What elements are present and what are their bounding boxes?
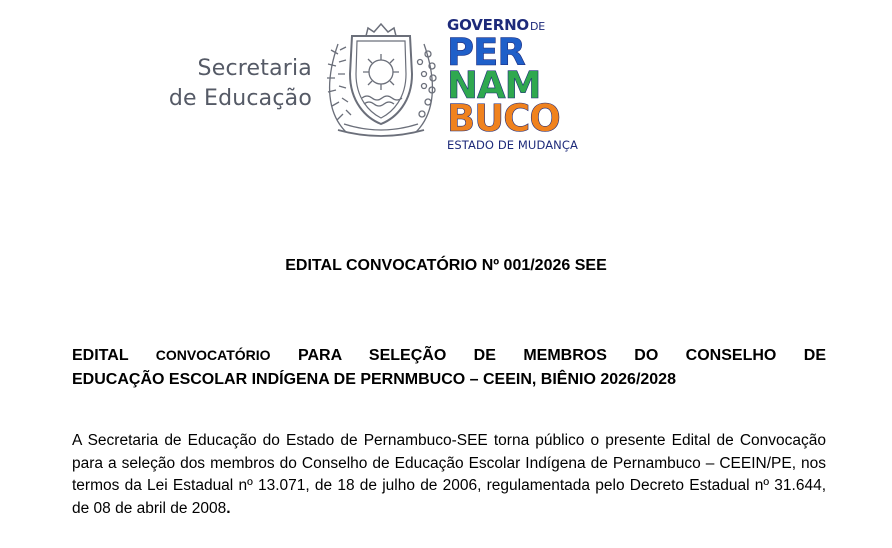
governo-label: GOVERNODE [447,16,546,34]
pernambuco-coat-of-arms-icon [316,14,446,142]
estado-de-mudanca-label: ESTADO DE MUDANÇA [447,138,578,152]
buco-line: BUCO [447,97,560,140]
nam-line: NAM [447,64,541,107]
edital-intro-paragraph: A Secretaria de Educação do Estado de Pernambuco-SEE torna público o presente Edital de Convocação para a seleção dos membros do Conselho de Educação Escolar Indígena de Pernambuco – CEEIN/PE, nos termos da Lei Estadual nº 13.071, de 18 de julho de 2006, regulamentada pelo Decreto Estadual nº 31.644, de 08 de abril de 2008. [72,432,826,517]
per-line: PER [447,31,525,74]
edital-title-line2: EDUCAÇÃO ESCOLAR INDÍGENA DE PERNMBUCO – CEEIN, BIÊNIO 2026/2028 [72,371,676,388]
document-header [0,0,892,160]
edital-title [72,343,826,392]
edital-title-line1: EDITAL CONVOCATÓRIO PARA SELEÇÃO DE MEMBROS DO CONSELHO DE [72,347,826,364]
governo-pernambuco-logo [447,16,617,152]
secretaria-line1: Secretaria [197,56,312,81]
secretaria-logo-text [169,54,312,114]
edital-number-heading: EDITAL CONVOCATÓRIO Nº 001/2026 SEE [285,257,607,274]
secretaria-line2: de Educação [168,86,312,111]
